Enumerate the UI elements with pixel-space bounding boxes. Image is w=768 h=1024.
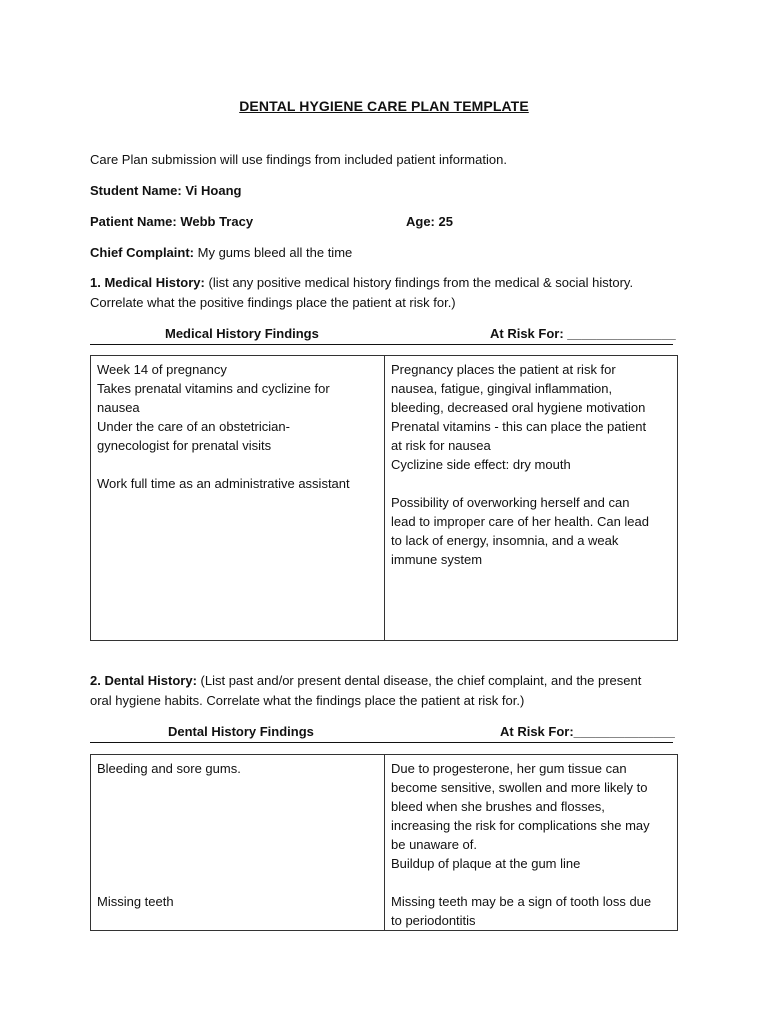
list-item: increasing the risk for complications she may — [391, 818, 650, 833]
list-item: Bleeding and sore gums. — [97, 761, 241, 776]
patient-name-value: Webb Tracy — [180, 214, 254, 229]
dental-history-table — [90, 754, 678, 931]
medical-risk-column-header: At Risk For: _______________ — [490, 326, 676, 341]
list-item: at risk for nausea — [391, 438, 491, 453]
spacer — [391, 873, 671, 892]
table-row — [91, 755, 678, 931]
table-row — [91, 356, 678, 641]
medical-history-instructions-line1: (list any positive medical history findings from the medical & social history. — [204, 275, 634, 290]
dental-findings-cell — [91, 755, 385, 931]
medical-findings-cell — [91, 356, 385, 641]
dental-risk-cell — [385, 755, 678, 931]
list-item: Buildup of plaque at the gum line — [391, 856, 581, 871]
document-title: DENTAL HYGIENE CARE PLAN TEMPLATE — [239, 98, 529, 114]
list-item: nausea, fatigue, gingival inflammation, — [391, 381, 613, 396]
medical-risk-cell — [385, 356, 678, 641]
spacer — [97, 835, 378, 854]
age-value: 25 — [438, 214, 453, 229]
list-item: Due to progesterone, her gum tissue can — [391, 761, 627, 776]
medical-findings-column-header: Medical History Findings — [165, 326, 319, 341]
student-name-row — [90, 183, 241, 198]
list-item: gynecologist for prenatal visits — [97, 438, 272, 453]
age-label: Age: — [406, 214, 435, 229]
list-item: Missing teeth — [97, 894, 174, 909]
list-item: Under the care of an obstetrician- — [97, 419, 290, 434]
student-name-label: Student Name: — [90, 183, 182, 198]
dental-table-header — [90, 724, 673, 743]
intro-text: Care Plan submission will use findings from included patient information. — [90, 152, 507, 167]
list-item: Possibility of overworking herself and can — [391, 495, 630, 510]
list-item: Work full time as an administrative assistant — [97, 476, 350, 491]
chief-complaint-label: Chief Complaint: — [90, 245, 194, 260]
list-item: be unaware of. — [391, 837, 478, 852]
spacer — [97, 816, 378, 835]
list-item: lead to improper care of her health. Can lead — [391, 514, 649, 529]
list-item: immune system — [391, 552, 483, 567]
dental-findings-column-header: Dental History Findings — [168, 724, 314, 739]
spacer — [97, 873, 378, 892]
spacer — [97, 455, 378, 474]
list-item: Pregnancy places the patient at risk for — [391, 362, 616, 377]
list-item: nausea — [97, 400, 140, 415]
list-item: bleeding, decreased oral hygiene motivation — [391, 400, 646, 415]
chief-complaint-row — [90, 245, 352, 260]
list-item: Prenatal vitamins - this can place the patient — [391, 419, 647, 434]
list-item: Week 14 of pregnancy — [97, 362, 227, 377]
medical-table-header — [90, 326, 676, 345]
spacer — [97, 854, 378, 873]
spacer — [391, 474, 671, 493]
dental-risk-column-header: At Risk For:______________ — [500, 724, 675, 739]
patient-name-label: Patient Name: — [90, 214, 177, 229]
age-row — [406, 214, 453, 229]
patient-name-row — [90, 214, 253, 229]
dental-history-instructions-line1: (List past and/or present dental disease, the chief complaint, and the present — [196, 673, 642, 688]
medical-history-table — [90, 355, 678, 641]
list-item: bleed when she brushes and flosses, — [391, 799, 605, 814]
list-item: Cyclizine side effect: dry mouth — [391, 457, 571, 472]
dental-history-instructions — [90, 671, 680, 711]
dental-history-instructions-line2: oral hygiene habits. Correlate what the findings place the patient at risk for.) — [90, 693, 525, 708]
medical-history-instructions-line2: Correlate what the positive findings place the patient at risk for.) — [90, 295, 456, 310]
student-name-value: Vi Hoang — [185, 183, 242, 198]
medical-history-heading: 1. Medical History: — [90, 275, 205, 290]
medical-history-instructions — [90, 273, 680, 313]
list-item: Takes prenatal vitamins and cyclizine for — [97, 381, 330, 396]
chief-complaint-value: My gums bleed all the time — [197, 245, 353, 260]
list-item: to lack of energy, insomnia, and a weak — [391, 533, 619, 548]
list-item: Missing teeth may be a sign of tooth loss due — [391, 894, 652, 909]
spacer — [97, 797, 378, 816]
spacer — [97, 778, 378, 797]
list-item: to periodontitis — [391, 913, 476, 928]
list-item: become sensitive, swollen and more likely to — [391, 780, 648, 795]
dental-history-heading: 2. Dental History: — [90, 673, 197, 688]
